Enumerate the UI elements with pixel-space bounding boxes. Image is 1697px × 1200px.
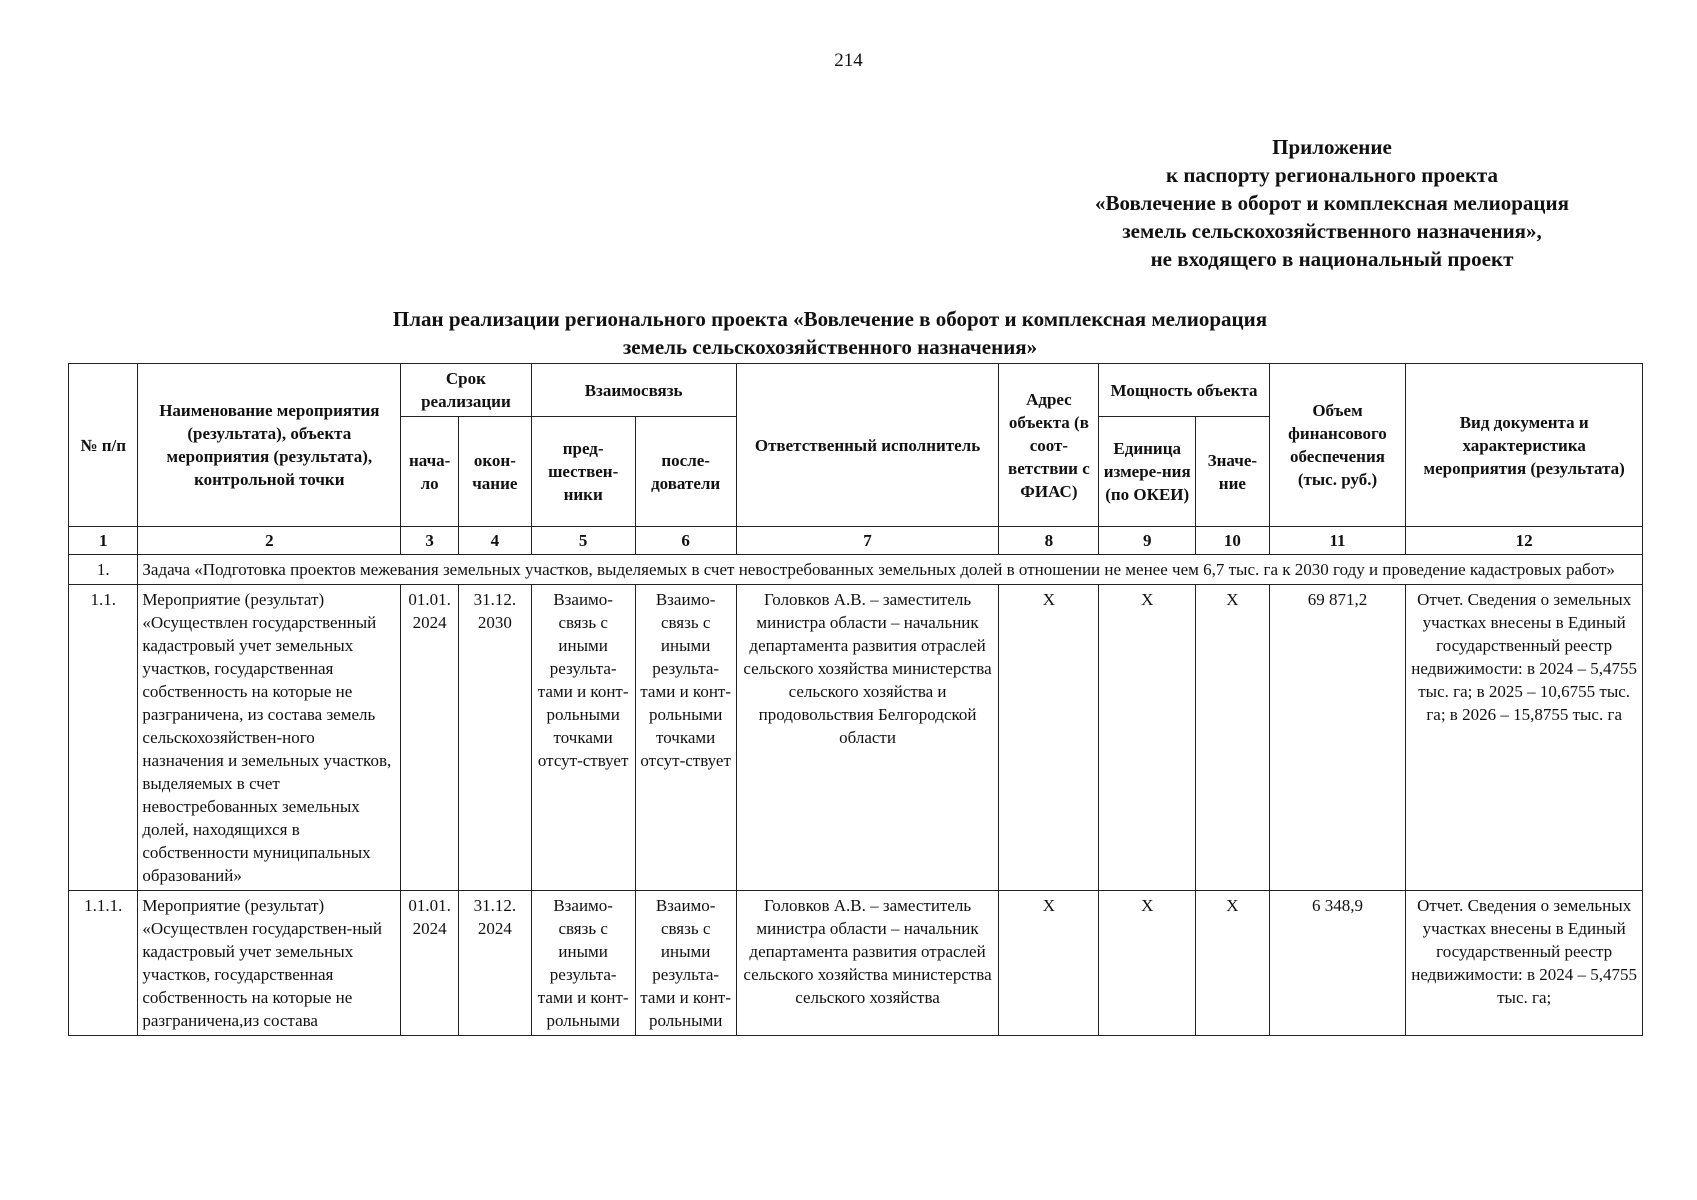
column-number: 9 bbox=[1099, 527, 1196, 555]
task-num: 1. bbox=[69, 555, 138, 585]
header-address: Адрес объекта (в соот-ветствии с ФИАС) bbox=[999, 364, 1099, 527]
header-unit: Единица измере-ния (по ОКЕИ) bbox=[1099, 417, 1196, 527]
header-term: Срок реализации bbox=[401, 364, 531, 417]
column-number: 5 bbox=[531, 527, 635, 555]
header-funding: Объем финансового обеспечения (тыс. руб.) bbox=[1269, 364, 1406, 527]
row-num: 1.1. bbox=[69, 585, 138, 891]
column-number-row bbox=[69, 527, 1643, 555]
column-number: 7 bbox=[736, 527, 999, 555]
plan-title-line: земель сельскохозяйственного назначения» bbox=[622, 335, 1038, 359]
column-number: 3 bbox=[401, 527, 459, 555]
row-prev: Взаимо-связь с иными результа-тами и конт-рольными bbox=[531, 891, 635, 1036]
appendix-line: не входящего в национальный проект bbox=[1150, 247, 1514, 271]
task-row bbox=[69, 555, 1643, 585]
row-executor: Головков А.В. – заместитель министра области – начальник департамента развития отраслей сельского хозяйства министерства сельского хозяйства и продовольствия Белгородской области bbox=[736, 585, 999, 891]
appendix-line: земель сельскохозяйственного назначения», bbox=[1122, 219, 1542, 243]
row-executor: Головков А.В. – заместитель министра области – начальник департамента развития отраслей сельского хозяйства министерства сельского хозяйства bbox=[736, 891, 999, 1036]
row-next: Взаимо-связь с иными результа-тами и конт-рольными bbox=[635, 891, 736, 1036]
page-number: 214 bbox=[834, 50, 863, 71]
column-number: 2 bbox=[138, 527, 401, 555]
appendix-line: Приложение bbox=[1272, 135, 1392, 159]
column-number: 4 bbox=[459, 527, 532, 555]
task-text: Задача «Подготовка проектов межевания земельных участков, выделяемых в счет невостребованных земельных долей в отношении не менее чем 6,7 тыс. га к 2030 году и проведение кадастровых работ» bbox=[138, 555, 1643, 585]
header-num: № п/п bbox=[69, 364, 138, 527]
header-doc: Вид документа и характеристика мероприятия (результата) bbox=[1406, 364, 1643, 527]
header-executor: Ответственный исполнитель bbox=[736, 364, 999, 527]
row-unit: Х bbox=[1099, 585, 1196, 891]
row-address: Х bbox=[999, 891, 1099, 1036]
header-name: Наименование мероприятия (результата), объекта мероприятия (результата), контрольной точки bbox=[138, 364, 401, 527]
row-name: Мероприятие (результат) «Осуществлен государствен-ный кадастровый учет земельных участков, государственная собственность на которые не разграничена,из состава bbox=[138, 891, 401, 1036]
row-unit: Х bbox=[1099, 891, 1196, 1036]
row-prev: Взаимо-связь с иными результа-тами и конт-рольными точками отсут-ствует bbox=[531, 585, 635, 891]
header-relation-next: после-дователи bbox=[635, 417, 736, 527]
row-address: Х bbox=[999, 585, 1099, 891]
header-term-start: нача-ло bbox=[401, 417, 459, 527]
plan-title bbox=[240, 305, 1420, 361]
header-term-end: окон-чание bbox=[459, 417, 532, 527]
column-number: 6 bbox=[635, 527, 736, 555]
header-relation: Взаимосвязь bbox=[531, 364, 736, 417]
table-row bbox=[69, 585, 1643, 891]
table-row bbox=[69, 891, 1643, 1036]
row-funding: 69 871,2 bbox=[1269, 585, 1406, 891]
row-doc: Отчет. Сведения о земельных участках внесены в Единый государственный реестр недвижимости: в 2024 – 5,4755 тыс. га; bbox=[1406, 891, 1643, 1036]
row-end: 31.12. 2030 bbox=[459, 585, 532, 891]
header-value: Значе-ние bbox=[1196, 417, 1270, 527]
column-number: 12 bbox=[1406, 527, 1643, 555]
row-start: 01.01. 2024 bbox=[401, 891, 459, 1036]
appendix-line: «Вовлечение в оборот и комплексная мелиорация bbox=[1095, 191, 1569, 215]
row-start: 01.01. 2024 bbox=[401, 585, 459, 891]
row-next: Взаимо-связь с иными результа-тами и конт-рольными точками отсут-ствует bbox=[635, 585, 736, 891]
row-value: Х bbox=[1196, 585, 1270, 891]
appendix-header bbox=[1022, 133, 1642, 273]
row-value: Х bbox=[1196, 891, 1270, 1036]
column-number: 10 bbox=[1196, 527, 1270, 555]
header-relation-prev: пред-шествен-ники bbox=[531, 417, 635, 527]
row-funding: 6 348,9 bbox=[1269, 891, 1406, 1036]
column-number: 1 bbox=[69, 527, 138, 555]
plan-title-line: План реализации регионального проекта «Вовлечение в оборот и комплексная мелиорация bbox=[392, 307, 1268, 331]
appendix-line: к паспорту регионального проекта bbox=[1165, 163, 1498, 187]
row-end: 31.12. 2024 bbox=[459, 891, 532, 1036]
row-num: 1.1.1. bbox=[69, 891, 138, 1036]
column-number: 8 bbox=[999, 527, 1099, 555]
row-name: Мероприятие (результат) «Осуществлен государственный кадастровый учет земельных участков, государственная собственность на которые не разграничена, из состава земель сельскохозяйствен-ного назначения и земельных участков, выделяемых в счет невостребованных земельных долей, находящихся в собственности муниципальных образований» bbox=[138, 585, 401, 891]
row-doc: Отчет. Сведения о земельных участках внесены в Единый государственный реестр недвижимости: в 2024 – 5,4755 тыс. га; в 2025 – 10,6755 тыс. га; в 2026 – 15,8755 тыс. га bbox=[1406, 585, 1643, 891]
plan-table bbox=[68, 363, 1643, 1036]
column-number: 11 bbox=[1269, 527, 1406, 555]
header-capacity: Мощность объекта bbox=[1099, 364, 1269, 417]
